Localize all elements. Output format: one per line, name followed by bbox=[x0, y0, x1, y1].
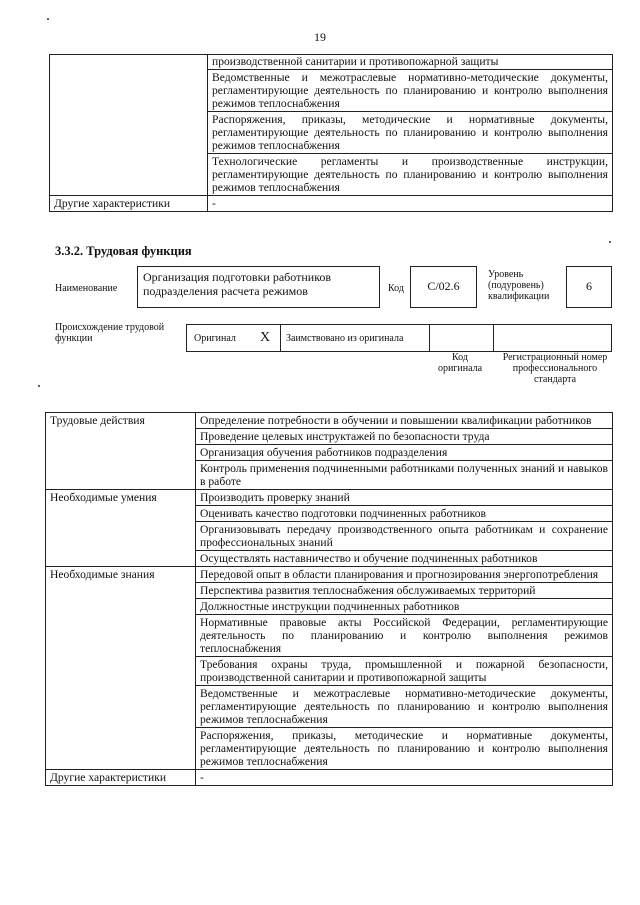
scan-speck bbox=[47, 18, 49, 20]
origin-row bbox=[186, 324, 612, 352]
page-number: 19 bbox=[314, 30, 326, 44]
main-table bbox=[45, 412, 613, 786]
table-row bbox=[46, 567, 613, 583]
table-cell: Перспектива развития теплоснабжения обслуживаемых территорий bbox=[196, 583, 613, 599]
borrowed-label: Заимствовано из оригинала bbox=[286, 333, 404, 344]
original-label: Оригинал bbox=[194, 333, 236, 344]
code-label: Код bbox=[388, 283, 404, 294]
table-cell: Производить проверку знаний bbox=[196, 490, 613, 506]
table-row bbox=[46, 490, 613, 506]
table-cell: Определение потребности в обучении и повышении квалификации работников bbox=[196, 413, 613, 429]
top-table bbox=[49, 54, 613, 212]
origin-label: Происхождение трудовой функции bbox=[55, 322, 165, 344]
scan-speck bbox=[38, 385, 40, 387]
table-row bbox=[46, 770, 613, 786]
original-mark: X bbox=[260, 330, 271, 345]
origin-divider bbox=[493, 325, 494, 351]
group-label-skills: Необходимые умения bbox=[46, 490, 196, 567]
other-characteristics-value: - bbox=[196, 770, 613, 786]
table-row bbox=[50, 55, 613, 70]
table-cell: Проведение целевых инструктажей по безопасности труда bbox=[196, 429, 613, 445]
table-cell: Контроль применения подчиненными работниками полученных знаний и навыков в работе bbox=[196, 461, 613, 490]
other-characteristics-label: Другие характеристики bbox=[50, 196, 208, 212]
table-cell: Должностные инструкции подчиненных работников bbox=[196, 599, 613, 615]
reg-number-caption: Регистрационный номер профессионального стандарта bbox=[502, 352, 608, 385]
origin-divider bbox=[429, 325, 430, 351]
group-label-actions: Трудовые действия bbox=[46, 413, 196, 490]
table-cell: Организовывать передачу производственного опыта работникам и сохранение профессиональных знаний bbox=[196, 522, 613, 551]
name-label: Наименование bbox=[55, 283, 118, 294]
table-cell: Нормативные правовые акты Российской Федерации, регламентирующие деятельность по планированию и контролю выполнения режимов теплоснабжения bbox=[196, 615, 613, 657]
table-cell: Осуществлять наставничество и обучение подчиненных работников bbox=[196, 551, 613, 567]
table-row bbox=[50, 196, 613, 212]
table-row bbox=[46, 413, 613, 429]
group-label-knowledge: Необходимые знания bbox=[46, 567, 196, 770]
table-cell: Оценивать качество подготовки подчиненных работников bbox=[196, 506, 613, 522]
table-cell: Передовой опыт в области планирования и прогнозирования энергопотребления bbox=[196, 567, 613, 583]
table-cell: Распоряжения, приказы, методические и нормативные документы, регламентирующие деятельность по планированию и контролю выполнения режимов теплоснабжения bbox=[208, 112, 613, 154]
code-original-caption: Код оригинала bbox=[437, 352, 483, 374]
table-cell: производственной санитарии и противопожарной защиты bbox=[208, 55, 613, 70]
table-cell: Ведомственные и межотраслевые нормативно-методические документы, регламентирующие деятельность по планированию и контролю выполнения режимов теплоснабжения bbox=[208, 70, 613, 112]
level-value-box bbox=[566, 266, 612, 308]
other-characteristics-value: - bbox=[208, 196, 613, 212]
level-label: Уровень (подуровень) квалификации bbox=[488, 269, 550, 302]
code-value-box bbox=[410, 266, 477, 308]
table-cell: Распоряжения, приказы, методические и нормативные документы, регламентирующие деятельность по планированию и контролю выполнения режимов теплоснабжения bbox=[196, 728, 613, 770]
table-cell: Ведомственные и межотраслевые нормативно-методические документы, регламентирующие деятельность по планированию и контролю выполнения режимов теплоснабжения bbox=[196, 686, 613, 728]
table-cell: Организация обучения работников подразделения bbox=[196, 445, 613, 461]
level-value: 6 bbox=[586, 279, 592, 293]
section-heading: 3.3.2. Трудовая функция bbox=[55, 244, 192, 258]
other-characteristics-label: Другие характеристики bbox=[46, 770, 196, 786]
name-value-box bbox=[137, 266, 380, 308]
table-cell: Требования охраны труда, промышленной и пожарной безопасности, производственной санитарии и противопожарной защиты bbox=[196, 657, 613, 686]
scan-speck bbox=[609, 241, 611, 243]
table-cell-empty bbox=[50, 55, 208, 196]
code-value: С/02.6 bbox=[427, 279, 460, 293]
table-cell: Технологические регламенты и производственные инструкции, регламентирующие деятельность по планированию и контролю выполнения режимов теплоснабжения bbox=[208, 154, 613, 196]
origin-divider bbox=[280, 325, 281, 351]
name-value: Организация подготовки работников подразделения расчета режимов bbox=[143, 270, 332, 298]
